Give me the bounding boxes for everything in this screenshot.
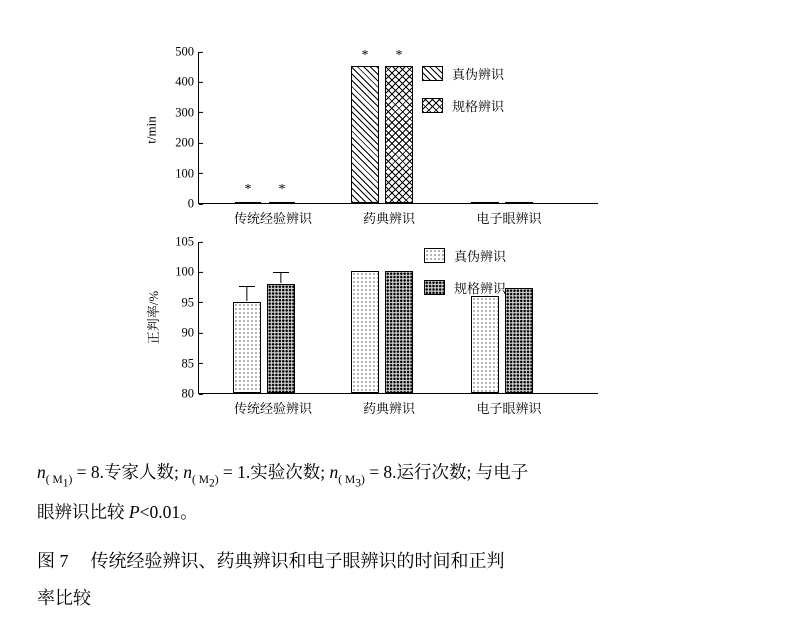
panel-a-xtick-label: 电子眼辨识 xyxy=(476,211,542,226)
panel-b-bar-specification xyxy=(505,288,533,393)
figure-note xyxy=(37,455,757,531)
panel-b-ytick: 100 xyxy=(175,265,199,280)
error-bar xyxy=(280,273,281,283)
panel-b-ytick: 105 xyxy=(175,235,199,250)
panel-b-bar-specification xyxy=(267,284,295,393)
figure-caption xyxy=(37,543,767,617)
panel-b-legend-label: 规格辨识 xyxy=(454,281,507,296)
panel-a-legend-label: 真伪辨识 xyxy=(452,67,505,82)
panel-b-ytick: 80 xyxy=(182,387,200,402)
light-dot-swatch-icon xyxy=(424,248,445,263)
panel-b-legend-label: 真伪辨识 xyxy=(454,249,507,264)
panel-a-bar-authenticity: * xyxy=(351,66,379,203)
panel-b-xtick-label: 电子眼辨识 xyxy=(476,401,542,416)
panel-b-ytick: 95 xyxy=(182,295,200,310)
note-subscript: ( M1) xyxy=(45,473,73,489)
panel-a-xtick-label: 传统经验辨识 xyxy=(233,211,312,226)
panel-b-legend xyxy=(424,246,506,310)
panel-b-legend-item xyxy=(424,246,506,265)
note-text: = 8.运行次数; 与电子 xyxy=(364,462,529,482)
note-symbol-p: P xyxy=(128,502,140,523)
panel-a-ytick: 200 xyxy=(175,136,199,151)
note-subscript: ( M3) xyxy=(338,473,365,489)
figure-note-line-2 xyxy=(37,495,757,531)
panel-a-ytick: 500 xyxy=(175,45,199,60)
panel-a-ytick: 300 xyxy=(175,105,199,120)
dark-dot-swatch-icon xyxy=(424,280,445,295)
figure-number: 图 7 xyxy=(37,551,69,571)
panel-a-ytick: 400 xyxy=(175,75,199,90)
figure-caption-line-2 xyxy=(37,580,767,617)
panel-a-ytick: 0 xyxy=(188,197,199,212)
panel-a-bar-specification: * xyxy=(269,202,295,204)
note-symbol-n: n xyxy=(183,462,193,482)
figure-title: 传统经验辨识、药典辨识和电子眼辨识的时间和正判 xyxy=(90,551,505,571)
panel-b-xtick-label: 药典辨识 xyxy=(362,401,415,416)
panel-b-legend-item xyxy=(424,278,506,297)
note-text: 眼辨识比较 xyxy=(37,502,129,523)
figure-caption-line-1 xyxy=(37,543,767,580)
panel-b-bar-authenticity xyxy=(471,296,499,393)
figure-graphic xyxy=(0,30,790,430)
panel-b-ytick: 85 xyxy=(182,356,200,371)
panel-a-legend-item xyxy=(422,96,504,115)
panel-a-legend-label: 规格辨识 xyxy=(452,99,505,114)
panel-b-group-traditional xyxy=(227,241,303,393)
panel-a-bar-authenticity xyxy=(471,202,499,203)
panel-b-xtick-label: 传统经验辨识 xyxy=(233,401,312,416)
note-text: = 8.专家人数; xyxy=(72,462,184,482)
error-bar-cap xyxy=(239,286,255,287)
diagonal-hatch-swatch-icon xyxy=(422,66,443,81)
cross-hatch-swatch-icon xyxy=(422,98,443,113)
panel-b-ytick: 90 xyxy=(182,326,200,341)
figure-title-cont: 率比较 xyxy=(37,587,91,608)
panel-b-bar-authenticity xyxy=(233,302,261,393)
panel-a-y-axis-label: t/min xyxy=(143,116,159,144)
note-subscript: ( M2) xyxy=(192,473,219,489)
panel-a-bar-specification: * xyxy=(385,66,413,203)
panel-a-bar-authenticity: * xyxy=(235,202,261,204)
panel-a-ytick: 100 xyxy=(175,166,199,181)
note-symbol-n: n xyxy=(37,462,46,482)
panel-b-group-pharmacopoeia xyxy=(345,241,421,393)
panel-a-group-traditional xyxy=(227,51,303,203)
chart-panel-time xyxy=(143,44,598,232)
panel-a-bar-specification xyxy=(505,202,533,203)
error-bar xyxy=(246,287,247,300)
note-text: = 1.实验次数; xyxy=(218,462,330,482)
panel-b-bar-authenticity xyxy=(351,271,379,393)
panel-a-group-pharmacopoeia xyxy=(345,47,421,203)
panel-a-plot-area xyxy=(175,44,598,226)
error-bar-cap xyxy=(273,272,289,273)
note-text: <0.01。 xyxy=(139,502,198,523)
figure-note-line-1 xyxy=(37,455,757,495)
panel-a-legend xyxy=(422,64,504,128)
panel-a-legend-item xyxy=(422,64,504,83)
panel-b-plot-area xyxy=(175,234,598,416)
panel-a-xtick-label: 药典辨识 xyxy=(362,211,415,226)
panel-b-bar-specification xyxy=(385,271,413,393)
chart-panel-accuracy xyxy=(146,234,598,422)
note-symbol-n: n xyxy=(329,462,339,482)
panel-b-y-axis-label: 正判率/% xyxy=(146,290,162,345)
